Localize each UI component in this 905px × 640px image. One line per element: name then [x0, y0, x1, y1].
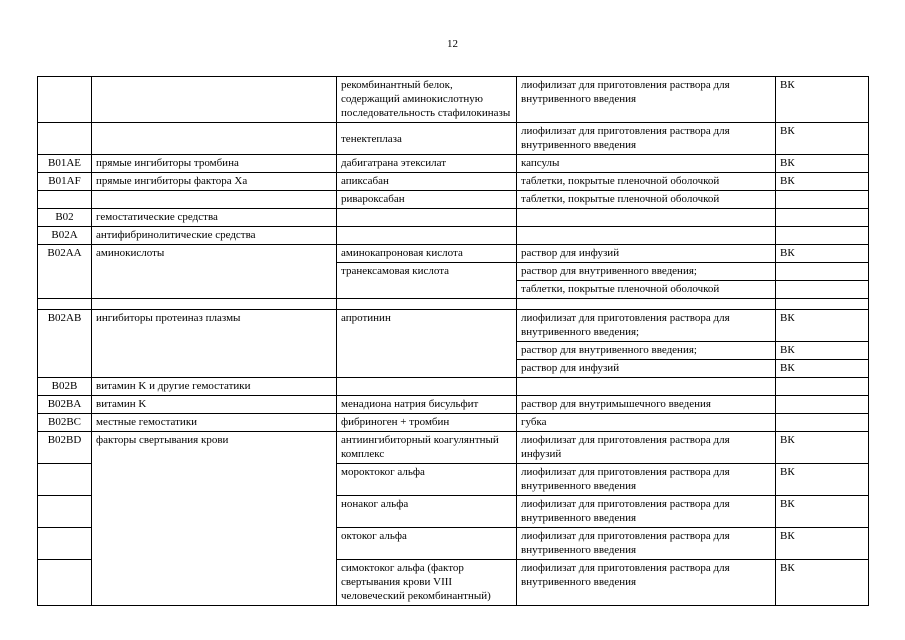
mark-cell	[776, 378, 869, 396]
form-cell	[517, 299, 776, 310]
mark-cell	[776, 227, 869, 245]
mark-cell: ВК	[776, 245, 869, 263]
drug-cell: тенектеплаза	[337, 123, 517, 155]
form-cell: раствор для внутривенного введения;	[517, 263, 776, 281]
atc-code-cell: B02AB	[38, 310, 92, 378]
form-cell: лиофилизат для приготовления раствора для внутривенного введения	[517, 123, 776, 155]
drug-cell: рекомбинантный белок, содержащий аминокислотную последовательность стафилокиназы	[337, 77, 517, 123]
mark-cell	[776, 191, 869, 209]
atc-code-cell	[38, 464, 92, 496]
atc-code-cell: B02	[38, 209, 92, 227]
form-cell: таблетки, покрытые пленочной оболочкой	[517, 281, 776, 299]
drug-cell: аминокапроновая кислота	[337, 245, 517, 263]
form-cell: раствор для инфузий	[517, 360, 776, 378]
mark-cell	[776, 263, 869, 281]
atc-code-cell: B02B	[38, 378, 92, 396]
group-cell: витамин K и другие гемостатики	[92, 378, 337, 396]
mark-cell: ВК	[776, 560, 869, 606]
mark-cell	[776, 414, 869, 432]
group-cell	[92, 191, 337, 209]
atc-code-cell: B02BD	[38, 432, 92, 464]
group-cell	[92, 299, 337, 310]
table-row	[38, 245, 869, 263]
form-cell: лиофилизат для приготовления раствора для внутривенного введения	[517, 464, 776, 496]
form-cell: раствор для внутримышечного введения	[517, 396, 776, 414]
form-cell: лиофилизат для приготовления раствора для внутривенного введения	[517, 496, 776, 528]
group-cell: прямые ингибиторы фактора Xa	[92, 173, 337, 191]
atc-code-cell	[38, 299, 92, 310]
table-row	[38, 173, 869, 191]
table-row	[38, 123, 869, 155]
form-cell: лиофилизат для приготовления раствора для внутривенного введения	[517, 77, 776, 123]
drug-cell: нонаког альфа	[337, 496, 517, 528]
drug-cell	[337, 227, 517, 245]
group-cell: прямые ингибиторы тромбина	[92, 155, 337, 173]
mark-cell	[776, 281, 869, 299]
mark-cell: ВК	[776, 496, 869, 528]
group-cell: аминокислоты	[92, 245, 337, 299]
group-cell	[92, 77, 337, 123]
drug-cell: менадиона натрия бисульфит	[337, 396, 517, 414]
group-cell: витамин K	[92, 396, 337, 414]
form-cell: раствор для внутривенного введения;	[517, 342, 776, 360]
form-cell: лиофилизат для приготовления раствора для инфузий	[517, 432, 776, 464]
form-cell: капсулы	[517, 155, 776, 173]
drug-cell: антиингибиторный коагулянтный комплекс	[337, 432, 517, 464]
mark-cell: ВК	[776, 528, 869, 560]
atc-code-cell: B01AF	[38, 173, 92, 191]
drug-cell	[337, 209, 517, 227]
drug-cell: дабигатрана этексилат	[337, 155, 517, 173]
table-row	[38, 310, 869, 342]
mark-cell: ВК	[776, 155, 869, 173]
drug-cell: фибриноген + тромбин	[337, 414, 517, 432]
drug-cell: мороктоког альфа	[337, 464, 517, 496]
table-row	[38, 432, 869, 464]
group-cell	[92, 123, 337, 155]
mark-cell	[776, 299, 869, 310]
page-number: 12	[447, 38, 458, 50]
mark-cell: ВК	[776, 123, 869, 155]
atc-code-cell: B02BA	[38, 396, 92, 414]
atc-code-cell: B02BC	[38, 414, 92, 432]
form-cell: таблетки, покрытые пленочной оболочкой	[517, 173, 776, 191]
drug-list-table	[37, 76, 869, 606]
atc-code-cell	[38, 496, 92, 528]
mark-cell: ВК	[776, 342, 869, 360]
form-cell: лиофилизат для приготовления раствора для внутривенного введения	[517, 528, 776, 560]
atc-code-cell	[38, 560, 92, 606]
group-cell: антифибринолитические средства	[92, 227, 337, 245]
mark-cell	[776, 396, 869, 414]
mark-cell: ВК	[776, 360, 869, 378]
atc-code-cell: B02A	[38, 227, 92, 245]
atc-code-cell	[38, 123, 92, 155]
table-row	[38, 191, 869, 209]
drug-cell: ривароксабан	[337, 191, 517, 209]
table-row	[38, 414, 869, 432]
form-cell	[517, 227, 776, 245]
drug-cell: апиксабан	[337, 173, 517, 191]
mark-cell	[776, 209, 869, 227]
form-cell: лиофилизат для приготовления раствора для внутривенного введения;	[517, 310, 776, 342]
table-row	[38, 77, 869, 123]
group-cell: местные гемостатики	[92, 414, 337, 432]
table-row	[38, 209, 869, 227]
form-cell: таблетки, покрытые пленочной оболочкой	[517, 191, 776, 209]
mark-cell: ВК	[776, 77, 869, 123]
atc-code-cell: B01AE	[38, 155, 92, 173]
drug-cell	[337, 299, 517, 310]
table-row	[38, 378, 869, 396]
drug-cell	[337, 378, 517, 396]
mark-cell: ВК	[776, 173, 869, 191]
drug-cell: апротинин	[337, 310, 517, 378]
atc-code-cell	[38, 77, 92, 123]
group-cell: факторы свертывания крови	[92, 432, 337, 606]
form-cell: губка	[517, 414, 776, 432]
drug-cell: симоктоког альфа (фактор свертывания крови VIII человеческий рекомбинантный)	[337, 560, 517, 606]
group-cell: ингибиторы протеиназ плазмы	[92, 310, 337, 378]
form-cell: раствор для инфузий	[517, 245, 776, 263]
atc-code-cell	[38, 191, 92, 209]
atc-code-cell	[38, 528, 92, 560]
drug-cell: октоког альфа	[337, 528, 517, 560]
group-cell: гемостатические средства	[92, 209, 337, 227]
atc-code-cell: B02AA	[38, 245, 92, 299]
mark-cell: ВК	[776, 310, 869, 342]
form-cell: лиофилизат для приготовления раствора для внутривенного введения	[517, 560, 776, 606]
mark-cell: ВК	[776, 464, 869, 496]
table-row	[38, 227, 869, 245]
table-row	[38, 155, 869, 173]
table-row	[38, 396, 869, 414]
form-cell	[517, 209, 776, 227]
table-row	[38, 299, 869, 310]
form-cell	[517, 378, 776, 396]
drug-cell: транексамовая кислота	[337, 263, 517, 299]
mark-cell: ВК	[776, 432, 869, 464]
